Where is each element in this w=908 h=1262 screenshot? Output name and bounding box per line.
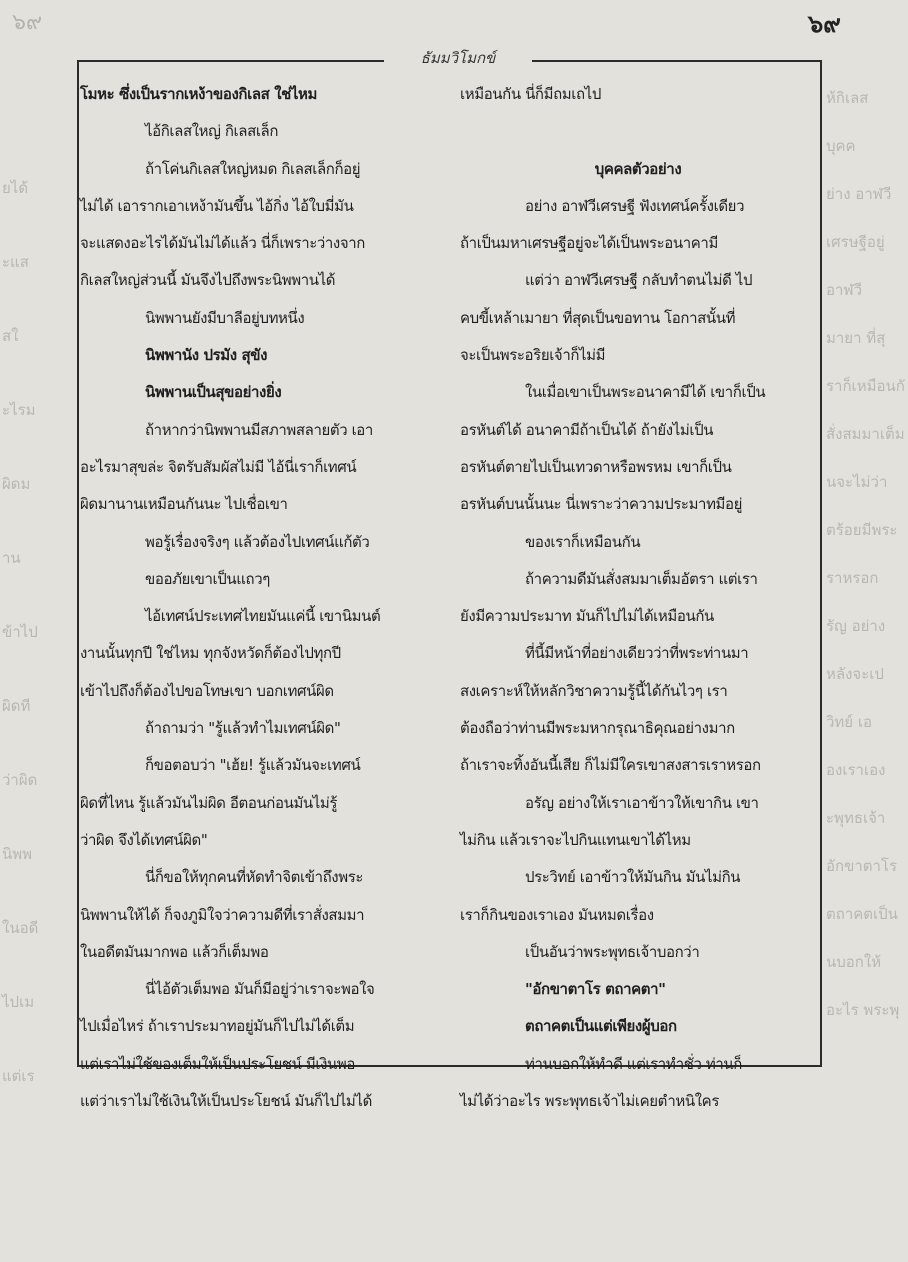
text-line: ว่าผิด จึงได้เทศน์ผิด" xyxy=(80,830,208,849)
bleed-text: ห้กิเลส xyxy=(826,89,869,107)
text-line: ถ้าหากว่านิพพานมีสภาพสลายตัว เอา xyxy=(145,420,373,439)
bleed-text: แต่เร xyxy=(2,1067,35,1085)
text-line: ถ้าเป็นมหาเศรษฐีอยู่จะได้เป็นพระอนาคามี xyxy=(460,234,718,253)
text-line: แต่ว่าเราไม่ใช้เงินให้เป็นประโยชน์ มันก็ไปไม่ได้ xyxy=(80,1092,372,1111)
bleed-text: สั่งสมมาเต็ม xyxy=(826,425,905,443)
bleed-text: ข้าไป xyxy=(2,623,38,641)
text-line: จะเป็นพระอริยเจ้าก็ไม่มี xyxy=(460,346,606,365)
text-line: อะไรมาสุขล่ะ จิตรับสัมผัสไม่มี ไอ้นี่เราก็เทศน์ xyxy=(80,457,357,476)
text-line: คบขี้เหล้าเมายา ที่สุดเป็นขอทาน โอกาสนั้นที่ xyxy=(460,308,736,327)
right-column xyxy=(460,76,816,1120)
bleed-page-number: ๖๙ xyxy=(12,10,43,35)
text-line: อย่าง อาฬวีเศรษฐี ฟังเทศน์ครั้งเดียว xyxy=(525,196,745,215)
bleed-text: ราหรอก xyxy=(826,569,879,587)
text-line: ของเราก็เหมือนกัน xyxy=(525,532,641,551)
text-line: เป็นอันว่าพระพุทธเจ้าบอกว่า xyxy=(525,942,700,961)
text-line: นิพพานเป็นสุขอย่างยิ่ง xyxy=(145,383,282,402)
bleed-text: ย่าง อาฬวี xyxy=(826,185,892,203)
bleed-text: นิพพ xyxy=(2,845,33,863)
text-line: อรหันต์ได้ อนาคามีถ้าเป็นได้ ถ้ายังไม่เป็น xyxy=(460,420,714,439)
text-line: ไปเมื่อไหร่ ถ้าเราประมาทอยู่มันก็ไปไม่ได้เต็ม xyxy=(80,1017,355,1036)
bleed-text: ผิดที xyxy=(2,697,31,715)
text-line: นี่ก็ขอให้ทุกคนที่หัดทำจิตเข้าถึงพระ xyxy=(145,868,364,887)
text-line: ผิดมานานเหมือนกันนะ ไปเชื่อเขา xyxy=(80,495,288,514)
bleed-text: ยได้ xyxy=(2,179,29,197)
text-line: ผิดที่ไหน รู้แล้วมันไม่ผิด อีตอนก่อนมันไม่รู้ xyxy=(80,793,338,812)
bleed-text: นจะไม่ว่า xyxy=(826,473,888,491)
text-line: ต้องถือว่าท่านมีพระมหากรุณาธิคุณอย่างมาก xyxy=(460,719,735,738)
text-line: นิพพานยังมีบาลีอยู่บทหนึ่ง xyxy=(145,308,305,327)
bleed-text: เศรษฐีอยู่ xyxy=(826,233,885,251)
bleed-text: ไปเม xyxy=(2,993,35,1011)
text-line: "อักขาตาโร ตถาคตา" xyxy=(525,980,666,999)
bleed-text: มายา ที่สุ xyxy=(826,329,886,347)
text-line: ถ้าความดีมันสั่งสมมาเต็มอัตรา แต่เรา xyxy=(525,569,758,588)
bleed-text: วิทย์ เอ xyxy=(826,713,873,731)
text-line: เข้าไปถึงก็ต้องไปขอโทษเขา บอกเทศน์ผิด xyxy=(80,681,334,700)
text-line: อรหันต์ตายไปเป็นเทวดาหรือพรหม เขาก็เป็น xyxy=(460,457,732,476)
text-line: ไม่กิน แล้วเราจะไปกินแทนเขาได้ไหม xyxy=(460,830,691,849)
bleed-text: สใ xyxy=(2,327,19,345)
text-line: ที่นี้มีหน้าที่อย่างเดียวว่าที่พระท่านมา xyxy=(525,644,749,663)
text-line: พอรู้เรื่องจริงๆ แล้วต้องไปเทศน์แก้ตัว xyxy=(145,532,370,551)
text-line: อรหันต์บนนั้นนะ นี่เพราะว่าความประมาทมีอยู่ xyxy=(460,495,743,514)
text-line: ไม่ได้ว่าอะไร พระพุทธเจ้าไม่เคยตำหนิใคร xyxy=(460,1092,719,1111)
text-line: ขออภัยเขาเป็นแถวๆ xyxy=(145,569,270,588)
bleed-text: ราก็เหมือนกั xyxy=(826,377,905,395)
text-line: ตถาคตเป็นแต่เพียงผู้บอก xyxy=(525,1017,677,1036)
text-line: ถ้าเราจะทิ้งอันนี้เสีย ก็ไม่มีใครเขาสงสารเราหรอก xyxy=(460,756,761,775)
text-line: ประวิทย์ เอาข้าวให้มันกิน มันไม่กิน xyxy=(525,868,741,887)
text-line: ถ้าโค่นกิเลสใหญ่หมด กิเลสเล็กก็อยู่ xyxy=(145,159,361,178)
text-line: ไม่ได้ เอารากเอาเหง้ามันขึ้น ไอ้กิ่ง ไอ้ใบมี่มัน xyxy=(80,196,354,215)
bleed-text: อะไร พระพุ xyxy=(826,1001,900,1019)
text-line: ก็ขอตอบว่า "เฮ้ย! รู้แล้วมันจะเทศน์ xyxy=(145,756,361,775)
text-line: โมหะ ซึ่งเป็นรากเหง้าของกิเลส ใช่ไหม xyxy=(80,85,318,103)
text-line: เราก็กินของเราเอง มันหมดเรื่อง xyxy=(460,905,654,924)
text-line: งานนั้นทุกปี ใช่ไหม ทุกจังหวัดก็ต้องไปทุกปี xyxy=(80,644,341,663)
bleed-text: ว่าผิด xyxy=(2,771,38,789)
text-line: ในอดีตมันมากพอ แล้วก็เต็มพอ xyxy=(80,942,269,961)
text-line: สงเคราะห์ให้หลักวิชาความรู้นี้ได้กันไวๆ เรา xyxy=(460,681,728,700)
bleed-text: นบอกให้ xyxy=(826,953,882,971)
bleed-text: ตถาคตเป็น xyxy=(826,905,898,923)
text-line: ในเมื่อเขาเป็นพระอนาคามีได้ เขาก็เป็น xyxy=(525,383,766,402)
bleed-text: อักขาตาโร xyxy=(826,857,898,875)
bleed-text: ตร้อยมีพระ xyxy=(826,521,898,539)
bleed-text: ในอดี xyxy=(2,919,39,937)
text-line: ยังมีความประมาท มันก็ไปไม่ได้เหมือนกัน xyxy=(460,607,714,626)
bleed-text: บุคค xyxy=(826,137,856,155)
text-line: เหมือนกัน นี่ก็มีถมเถไป xyxy=(460,85,601,103)
text-line: ไอ้กิเลสใหญ่ กิเลสเล็ก xyxy=(145,122,279,141)
bleed-text: าน xyxy=(2,549,21,567)
text-line: นิพพานัง ปรมัง สุขัง xyxy=(145,346,267,365)
text-line xyxy=(460,113,816,150)
page-number: ๖๙ xyxy=(808,10,841,38)
text-line: ถ้าถามว่า "รู้แล้วทำไมเทศน์ผิด" xyxy=(145,719,341,738)
text-line: นี่ไอ้ตัวเต็มพอ มันก็มีอยู่ว่าเราจะพอใจ xyxy=(145,980,375,999)
text-line: แต่ว่า อาฬวีเศรษฐี กลับทำตนไม่ดี ไป xyxy=(525,271,753,290)
bleed-text: หลังจะเป xyxy=(826,665,884,683)
text-line: กิเลสใหญ่ส่วนนี้ มันจึงไปถึงพระนิพพานได้ xyxy=(80,271,336,290)
bleed-text: ะแส xyxy=(2,253,29,271)
bleed-text: อาฬวี xyxy=(826,281,863,299)
running-header: ธัมมวิโมกข์ xyxy=(420,49,496,67)
text-line: แต่เราไม่ใช้ของเต็มให้เป็นประโยชน์ มีเงินพอ xyxy=(80,1054,355,1073)
bleed-text: ะพุทธเจ้า xyxy=(826,809,886,827)
text-line: จะแสดงอะไรได้มันไม่ได้แล้ว นี่ก็เพราะว่างจาก xyxy=(80,234,365,253)
text-line: ท่านบอกให้ทำดี แต่เราทำชั่ว ท่านก็ xyxy=(525,1054,742,1073)
bleed-text: รัญ อย่าง xyxy=(826,617,886,635)
bleed-text: ะไรม xyxy=(2,401,36,419)
bleed-text: องเราเอง xyxy=(826,761,886,779)
left-column xyxy=(80,76,444,1120)
text-line: ไอ้เทศน์ประเทศไทยมันแค่นี้ เขานิมนต์ xyxy=(145,607,381,626)
text-line: บุคคลตัวอย่าง xyxy=(594,159,682,178)
bleed-text: ผิดม xyxy=(2,475,31,493)
text-line: นิพพานให้ได้ ก็จงภูมิใจว่าความดีที่เราสั่งสมมา xyxy=(80,905,365,924)
text-line: อรัญ อย่างให้เราเอาข้าวให้เขากิน เขา xyxy=(525,793,759,812)
